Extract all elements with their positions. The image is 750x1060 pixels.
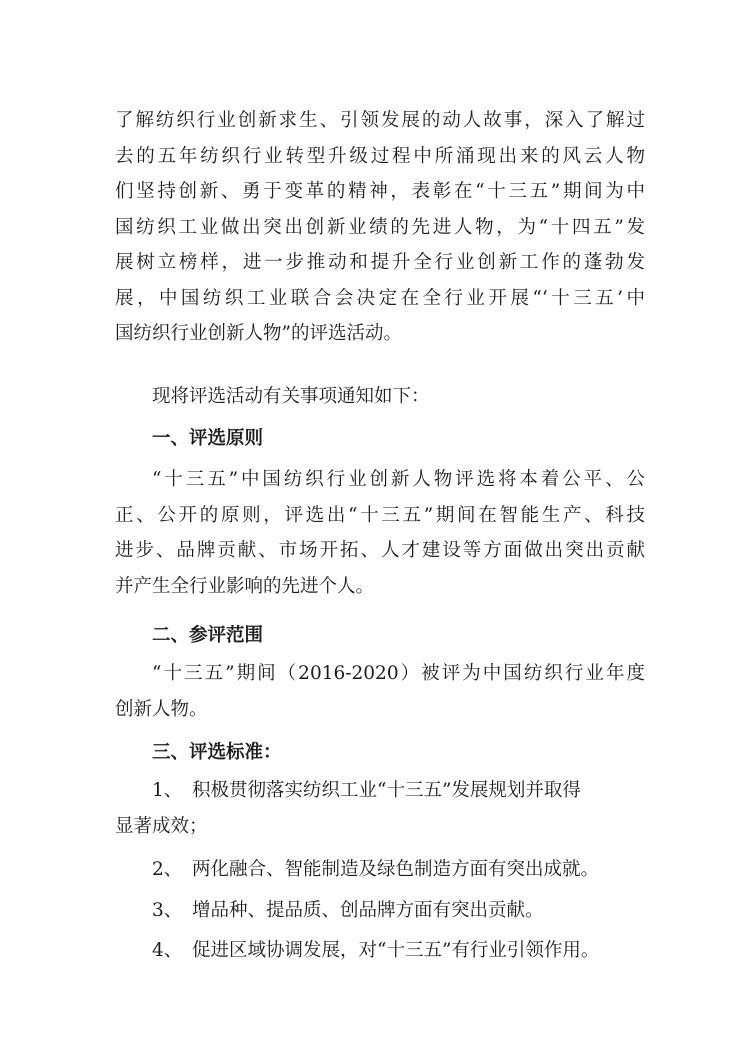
section1-heading: 一、评选原则 [152, 428, 264, 449]
criteria-text: 增品种、提品质、创品牌方面有突出贡献。 [192, 900, 544, 921]
criteria-item [115, 933, 645, 969]
section-heading [152, 735, 645, 771]
criteria-item-line [115, 933, 645, 969]
criteria-number: 2、 [152, 859, 183, 880]
intro-line: 去的五年纺织行业转型升级过程中所涌现出来的风云人物 [115, 145, 645, 167]
section2-heading: 二、参评范围 [152, 625, 264, 646]
section-heading [152, 421, 645, 457]
criteria-item-line: 显著成效； [115, 815, 208, 837]
section1-line: 正、公开的原则，评选出“十三五”期间在智能生产、科技 [115, 504, 645, 526]
intro-line: 国纺织工业做出突出创新业绩的先进人物，为“十四五”发 [115, 216, 645, 238]
section2-paragraph [115, 656, 645, 727]
section1-paragraph [115, 462, 645, 604]
section-heading [152, 618, 645, 654]
section3-heading: 三、评选标准： [152, 742, 282, 763]
notice-line: 现将评选活动有关事项通知如下： [152, 386, 430, 407]
criteria-text: 两化融合、智能制造及绿色制造方面有突出成就。 [192, 859, 600, 880]
criteria-number: 1、 [152, 780, 183, 801]
criteria-item-line [115, 773, 645, 809]
intro-line: 国纺织行业创新人物”的评选活动。 [115, 323, 402, 344]
section2-line: 创新人物。 [115, 698, 208, 720]
intro-line: 们坚持创新、勇于变革的精神，表彰在“十三五”期间为中 [115, 181, 645, 202]
criteria-item-line [115, 852, 645, 888]
intro-line: 展，中国纺织工业联合会决定在全行业开展“‘十三五’中 [115, 287, 645, 309]
section1-line: “十三五”中国纺织行业创新人物评选将本着公平、公 [152, 469, 645, 490]
criteria-item [115, 773, 645, 844]
section2-line: “十三五”期间（2016-2020）被评为中国纺织行业年度 [152, 663, 645, 684]
criteria-number: 4、 [152, 940, 183, 961]
criteria-item [115, 893, 645, 929]
intro-paragraph [115, 103, 645, 352]
criteria-item [115, 852, 645, 888]
criteria-text: 积极贯彻落实纺织工业“十三五”发展规划并取得 [192, 780, 581, 801]
criteria-item-line [115, 893, 645, 929]
intro-line: 了解纺织行业创新求生、引领发展的动人故事，深入了解过 [115, 110, 645, 131]
section1-line: 并产生全行业影响的先进个人。 [115, 575, 375, 597]
criteria-number: 3、 [152, 900, 183, 921]
intro-line: 展树立榜样，进一步推动和提升全行业创新工作的蓬勃发 [115, 252, 645, 273]
notice-paragraph [152, 379, 645, 415]
criteria-text: 促进区域协调发展，对“十三五”有行业引领作用。 [192, 940, 600, 961]
section1-line: 进步、品牌贡献、市场开拓、人才建设等方面做出突出贡献 [115, 540, 645, 561]
